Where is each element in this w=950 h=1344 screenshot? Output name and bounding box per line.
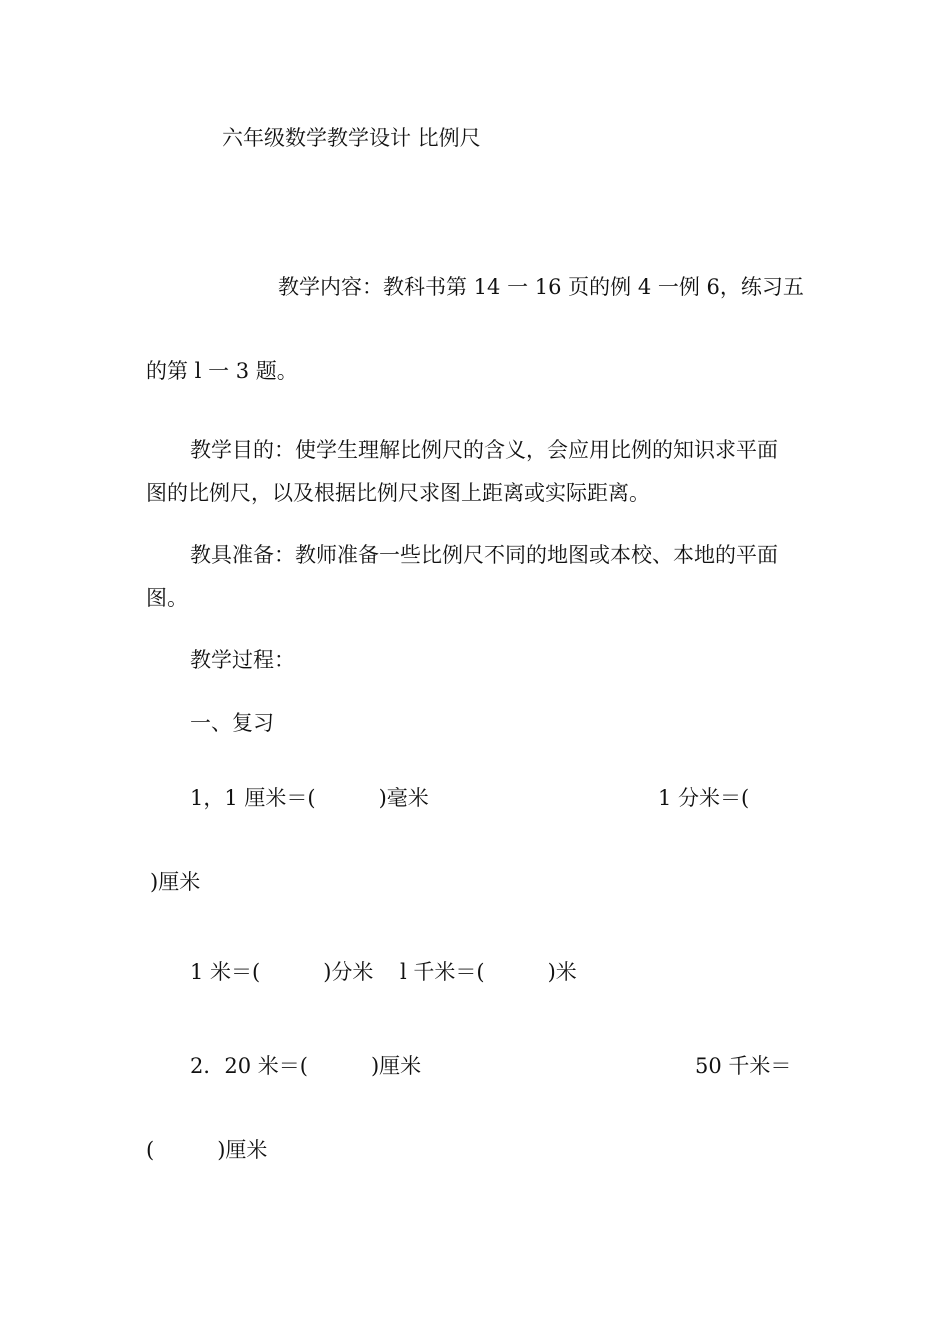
- question-1-part-1: 1，1 厘米＝( )毫米: [190, 786, 429, 810]
- question-2-part-2: 50 千米＝: [695, 1054, 792, 1078]
- teaching-goal-line-2: 图的比例尺，以及根据比例尺求图上距离或实际距离。: [146, 481, 650, 505]
- teaching-content-line-2: 的第 l 一 3 题。: [146, 359, 298, 383]
- question-1-line-2-part-1: 1 米＝( )分米: [190, 960, 374, 984]
- teaching-tools-line-2: 图。: [146, 586, 188, 610]
- review-section-heading: 一、复习: [190, 711, 274, 735]
- question-2-part-3: ( )厘米: [146, 1138, 268, 1162]
- question-1-line-2-part-2: l 千米＝( )米: [400, 960, 577, 984]
- question-1-part-2: 1 分米＝(: [658, 786, 750, 810]
- question-1-part-3: )厘米: [150, 870, 201, 894]
- document-title: 六年级数学教学设计 比例尺: [222, 126, 481, 150]
- teaching-tools-line-1: 教具准备：教师准备一些比例尺不同的地图或本校、本地的平面: [190, 543, 778, 567]
- teaching-goal-line-1: 教学目的：使学生理解比例尺的含义，会应用比例的知识求平面: [190, 438, 778, 462]
- question-2-part-1: 2．20 米＝( )厘米: [190, 1054, 422, 1078]
- teaching-process-heading: 教学过程：: [190, 648, 295, 672]
- teaching-content-line-1: 教学内容：教科书第 14 一 16 页的例 4 一例 6，练习五: [278, 275, 804, 299]
